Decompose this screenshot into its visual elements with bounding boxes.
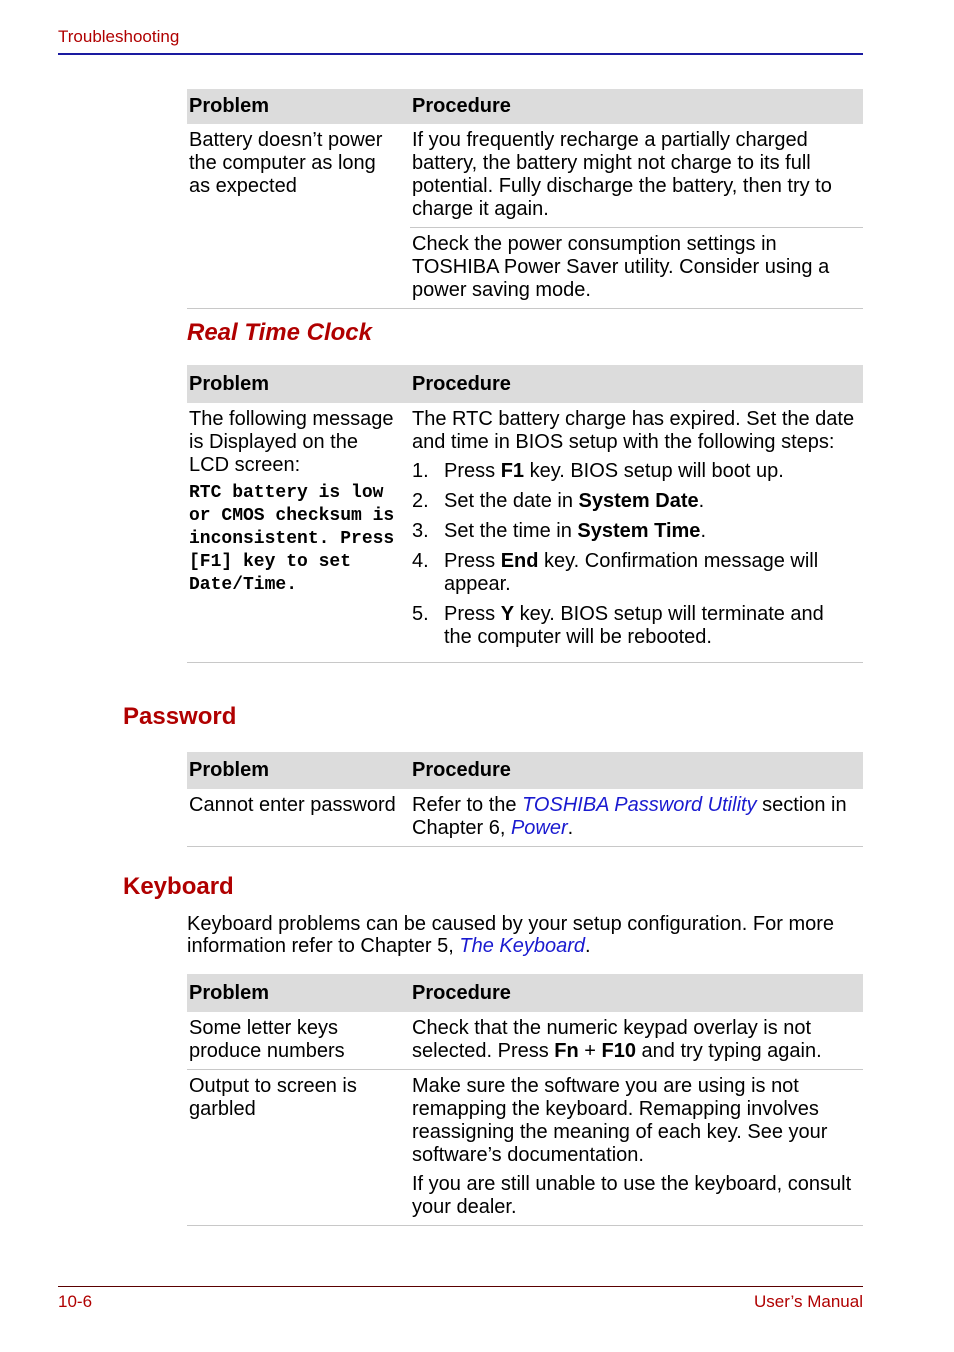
rtc-problem: The following message is Displayed on the LCD screen:: [189, 408, 394, 476]
keyboard-row2-procedure: [410, 1070, 863, 1226]
column-procedure: Procedure: [410, 974, 863, 1012]
rtc-procedure-cell: [410, 403, 863, 663]
power-link[interactable]: Power: [510, 817, 568, 839]
column-problem: Problem: [187, 365, 410, 403]
table-header-row: [187, 365, 863, 403]
battery-procedure-2: Check the power consumption settings in TOSHIBA Power Saver utility. Consider using a power saving mode.: [410, 228, 863, 309]
list-item: 5. Press Y key. BIOS setup will terminate and the computer will be rebooted.: [412, 603, 824, 648]
list-item: 2. Set the date in System Date.: [412, 490, 705, 512]
footer-rule: [58, 1286, 863, 1287]
column-procedure: Procedure: [410, 89, 863, 124]
table-row: [187, 1012, 863, 1070]
table-header-row: [187, 974, 863, 1012]
table-row: [187, 124, 863, 228]
rtc-intro: The RTC battery charge has expired. Set the date and time in BIOS setup with the following steps:: [412, 408, 855, 453]
column-problem: Problem: [187, 974, 410, 1012]
keyboard-row2-text-1: Make sure the software you are using is not remapping the keyboard. Remapping involves reassigning the meaning of each key. See your software’s documentation.: [412, 1075, 828, 1166]
list-item: 3. Set the time in System Time.: [412, 520, 706, 542]
keyboard-row2-text-2: If you are still unable to use the keyboard, consult your dealer.: [412, 1173, 852, 1218]
battery-table: [187, 89, 863, 309]
rtc-problem-cell: [187, 403, 410, 663]
rtc-steps: [412, 460, 855, 649]
header-rule: [58, 53, 863, 55]
keyboard-row1-problem: Some letter keys produce numbers: [187, 1012, 410, 1070]
battery-procedure-1: If you frequently recharge a partially charged battery, the battery might not charge to its full potential. Fully discharge the battery, then try to charge it again.: [410, 124, 863, 228]
keyboard-row1-procedure: Check that the numeric keypad overlay is not selected. Press Fn + F10 and try typing again.: [410, 1012, 863, 1070]
column-problem: Problem: [187, 89, 410, 124]
keyboard-table: [187, 974, 863, 1226]
column-problem: Problem: [187, 752, 410, 789]
list-item: 1. Press F1 key. BIOS setup will boot up.: [412, 460, 784, 482]
keyboard-intro: Keyboard problems can be caused by your setup configuration. For more information refer to Chapter 5, The Keyboard.: [187, 913, 835, 957]
table-row: [187, 403, 863, 663]
table-row: [187, 1070, 863, 1226]
page-number: 10-6: [58, 1292, 93, 1311]
password-heading: Password: [123, 703, 237, 730]
table-header-row: [187, 89, 863, 124]
keyboard-heading: Keyboard: [123, 873, 234, 900]
table-row: [187, 789, 863, 847]
column-procedure: Procedure: [410, 752, 863, 789]
table-header-row: [187, 752, 863, 789]
toshiba-password-utility-link[interactable]: TOSHIBA Password Utility: [522, 794, 757, 816]
password-table: [187, 752, 863, 847]
manual-title: User’s Manual: [754, 1292, 863, 1311]
column-procedure: Procedure: [410, 365, 863, 403]
keyboard-row2-problem: Output to screen is garbled: [187, 1070, 410, 1226]
rtc-error-message: RTC battery is low or CMOS checksum is inconsistent. Press [F1] key to set Date/Time.: [189, 483, 395, 595]
rtc-table: [187, 365, 863, 663]
password-problem: Cannot enter password: [187, 789, 410, 847]
list-item: 4. Press End key. Confirmation message will appear.: [412, 550, 819, 595]
battery-problem: Battery doesn’t power the computer as long as expected: [187, 124, 410, 309]
running-header: Troubleshooting: [58, 27, 180, 46]
the-keyboard-link[interactable]: The Keyboard: [459, 935, 585, 957]
password-procedure: Refer to the TOSHIBA Password Utility section in Chapter 6, Power.: [410, 789, 863, 847]
rtc-heading: Real Time Clock: [187, 319, 372, 346]
